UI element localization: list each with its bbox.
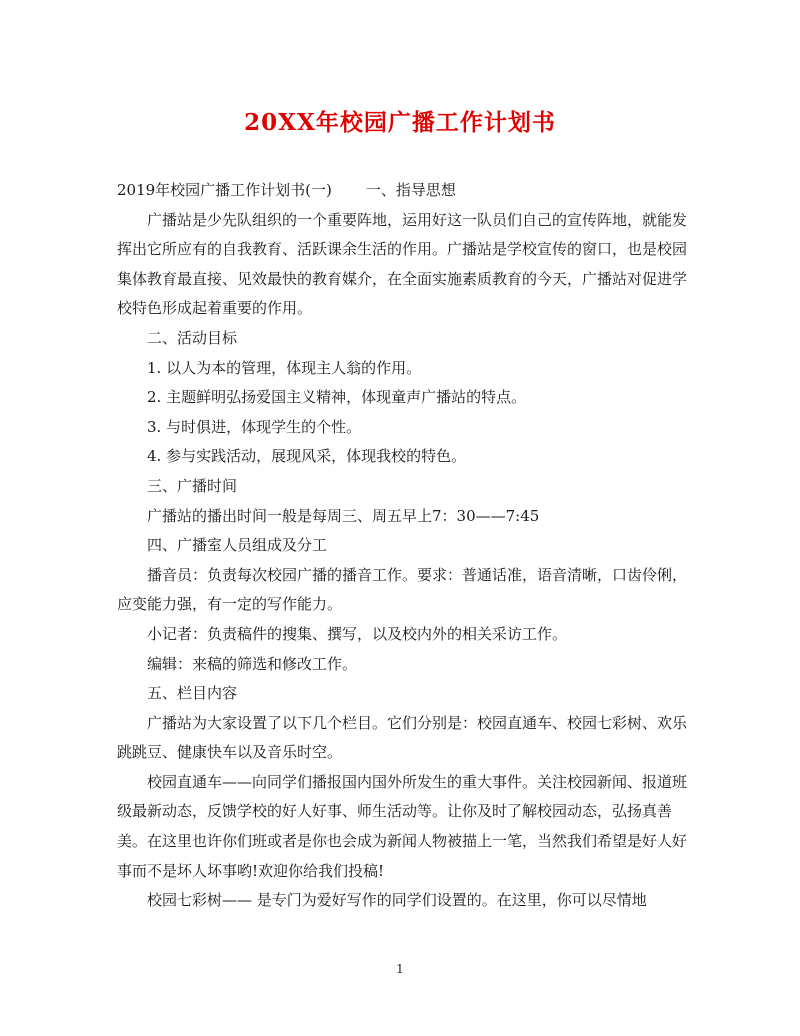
paragraph: 3. 与时俱进，体现学生的个性。 (147, 417, 362, 436)
paragraph: 二、活动目标 (147, 328, 238, 347)
page-number: 1 (396, 962, 404, 976)
paragraph: 小记者：负责稿件的搜集、撰写，以及校内外的相关采访工作。 (147, 624, 568, 643)
paragraph: 四、广播室人员组成及分工 (147, 536, 328, 555)
paragraph: 广播站为大家设置了以下几个栏目。它们分别是：校园直通车、校园七彩树、欢乐跳跳豆、健康快车以及音乐时空。 (117, 713, 688, 762)
paragraph: 播音员：负责每次校园广播的播音工作。要求：普通话准，语音清晰，口齿伶俐，应变能力强，有一定的写作能力。 (117, 565, 688, 614)
paragraph: 2. 主题鲜明弘扬爱国主义精神，体现童声广播站的特点。 (147, 388, 527, 407)
paragraph: 校园直通车——向同学们播报国内国外所发生的重大事件。关注校园新闻、报道班级最新动态，反馈学校的好人好事、师生活动等。让你及时了解校园动态，弘扬真善美。在这里也许你们班或者是你也会成为新闻人物被描上一笔，当然我们希望是好人好事而不是坏人坏事哟!欢迎你给我们投稿! (117, 772, 688, 880)
paragraph: 五、栏目内容 (147, 684, 238, 703)
paragraph: 校园七彩树—— 是专门为爱好写作的同学们设置的。在这里，你可以尽情地 (147, 891, 647, 910)
paragraph: 三、广播时间 (147, 476, 238, 495)
paragraph: 4. 参与实践活动，展现风采，体现我校的特色。 (147, 447, 467, 466)
paragraph: 广播站的播出时间一般是每周三、周五早上7：30——7:45 (147, 506, 540, 525)
paragraph: 1. 以人为本的管理，体现主人翁的作用。 (147, 358, 422, 377)
document-title: 20XX年校园广播工作计划书 (244, 109, 556, 136)
subsection-heading: 一、指导思想 (365, 181, 456, 199)
paragraph: 编辑：来稿的筛选和修改工作。 (147, 654, 358, 673)
document-heading-line (117, 176, 687, 206)
section-heading: 2019年校园广播工作计划书(一) (117, 181, 332, 199)
paragraph: 广播站是少先队组织的一个重要阵地，运用好这一队员们自己的宣传阵地，就能发挥出它所应有的自我教育、活跃课余生活的作用。广播站是学校宣传的窗口，也是校园集体教育最直接、见效最快的教育媒介，在全面实施素质教育的今天，广播站对促进学校特色形成起着重要的作用。 (117, 210, 688, 318)
document-body (117, 176, 687, 916)
